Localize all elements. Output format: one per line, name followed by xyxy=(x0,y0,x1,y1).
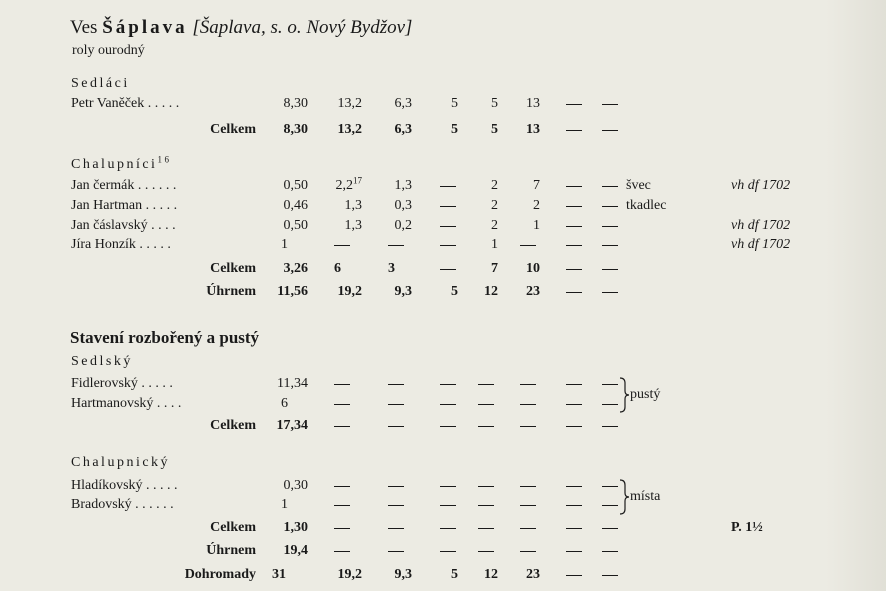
cell: 5 xyxy=(451,284,458,299)
dash xyxy=(440,404,456,405)
dash xyxy=(334,486,350,487)
dash xyxy=(566,186,582,187)
cell: 1 xyxy=(281,497,288,512)
cell: 2 xyxy=(491,178,498,193)
cell: 1 xyxy=(491,237,498,252)
cell: 31 xyxy=(272,567,286,582)
occupation: tkadlec xyxy=(626,198,667,213)
section-chalupnici: Chalupníci$^{16}$ xyxy=(71,154,172,172)
dash xyxy=(602,226,618,227)
row-name-caslavsky: Jan čáslavský . . . . xyxy=(71,218,176,233)
dash xyxy=(566,426,582,427)
dash xyxy=(478,486,494,487)
dash xyxy=(334,245,350,246)
label-uhrnem: Úhrnem xyxy=(206,284,256,299)
section-sedlaci: Sedláci xyxy=(71,76,130,91)
dash xyxy=(566,206,582,207)
dash xyxy=(566,245,582,246)
dash xyxy=(566,104,582,105)
dash xyxy=(602,130,618,131)
page-edge-shadow xyxy=(826,0,886,591)
dash xyxy=(388,505,404,506)
note: P. 1½ xyxy=(731,520,763,535)
dash xyxy=(440,245,456,246)
footnote-ref: 17 xyxy=(353,175,362,186)
dash xyxy=(334,505,350,506)
dash xyxy=(388,245,404,246)
cell: 5 xyxy=(451,567,458,582)
dash xyxy=(440,384,456,385)
dash xyxy=(388,426,404,427)
brace xyxy=(618,479,630,515)
dash xyxy=(520,426,536,427)
dash xyxy=(440,206,456,207)
dash xyxy=(602,269,618,270)
title-name: Šáplava xyxy=(102,17,188,38)
cell: 1 xyxy=(533,218,540,233)
cell: 1,3 xyxy=(344,218,362,233)
dash xyxy=(478,505,494,506)
dash xyxy=(602,104,618,105)
cell: 1,3 xyxy=(344,198,362,213)
dash xyxy=(440,426,456,427)
dash xyxy=(602,528,618,529)
dash xyxy=(388,404,404,405)
dash xyxy=(478,426,494,427)
cell: 19,4 xyxy=(283,543,308,558)
cell: 0,50 xyxy=(283,218,308,233)
dash xyxy=(334,426,350,427)
cell: 19,2 xyxy=(337,567,362,582)
row-name-cermak: Jan čermák . . . . . . xyxy=(71,178,177,193)
subtitle: roly ourodný xyxy=(72,43,145,58)
note: vh df 1702 xyxy=(731,178,791,193)
title-bracket: [Šaplava, s. o. Nový Bydžov] xyxy=(192,17,413,38)
label-celkem: Celkem xyxy=(210,122,256,137)
dash xyxy=(566,486,582,487)
cell: 19,2 xyxy=(337,284,362,299)
cell: 2 xyxy=(491,198,498,213)
dash xyxy=(602,426,618,427)
cell: 7 xyxy=(491,261,498,276)
cell: 0,3 xyxy=(394,198,412,213)
cell: 12 xyxy=(484,284,498,299)
dash xyxy=(566,130,582,131)
dash xyxy=(602,486,618,487)
label-uhrnem: Úhrnem xyxy=(206,543,256,558)
dash xyxy=(334,404,350,405)
title-prefix: Ves xyxy=(70,17,103,38)
dash xyxy=(388,384,404,385)
cell: 23 xyxy=(526,567,540,582)
cell: 13 xyxy=(526,96,540,111)
village-title xyxy=(70,18,412,37)
cell: 7 xyxy=(533,178,540,193)
dash xyxy=(520,528,536,529)
section-sedlsky: Sedlský xyxy=(71,354,133,369)
cell: 5 xyxy=(491,122,498,137)
dash xyxy=(440,186,456,187)
dash xyxy=(440,486,456,487)
dash xyxy=(566,269,582,270)
dash xyxy=(334,528,350,529)
dash xyxy=(520,486,536,487)
cell: 2 xyxy=(533,198,540,213)
cell: 13,2 xyxy=(337,96,362,111)
row-name-hladikovsky: Hladíkovský . . . . . xyxy=(71,478,178,493)
note: vh df 1702 xyxy=(731,237,791,252)
cell: 23 xyxy=(526,284,540,299)
cell: 17,34 xyxy=(276,418,308,433)
dash xyxy=(478,384,494,385)
cell: 1,30 xyxy=(283,520,308,535)
cell: 1 xyxy=(281,237,288,252)
dash xyxy=(520,404,536,405)
dash xyxy=(520,505,536,506)
dash xyxy=(602,384,618,385)
cell: 1,3 xyxy=(394,178,412,193)
dash xyxy=(478,404,494,405)
dash xyxy=(566,528,582,529)
label-pusty: pustý xyxy=(630,387,661,402)
cell: 6,3 xyxy=(394,96,412,111)
cell: 10 xyxy=(526,261,540,276)
cell: 5 xyxy=(451,122,458,137)
cell: 6 xyxy=(334,261,341,276)
row-name-hartman: Jan Hartman . . . . . xyxy=(71,198,178,213)
cell: 6 xyxy=(281,396,288,411)
cell: 5 xyxy=(491,96,498,111)
section-chalupnicky: Chalupnický xyxy=(71,455,171,470)
label-celkem: Celkem xyxy=(210,418,256,433)
row-name-hartmanovsky: Hartmanovský . . . . xyxy=(71,396,182,411)
dash xyxy=(388,486,404,487)
dash xyxy=(520,551,536,552)
row-name-bradovsky: Bradovský . . . . . . xyxy=(71,497,174,512)
dash xyxy=(602,292,618,293)
row-name-vanecek: Petr Vaněček . . . . . xyxy=(71,96,180,111)
label-celkem: Celkem xyxy=(210,261,256,276)
dash xyxy=(602,505,618,506)
dash xyxy=(440,505,456,506)
dash xyxy=(602,186,618,187)
cell: 6,3 xyxy=(394,122,412,137)
dash xyxy=(566,292,582,293)
cell: $2,2^{17}$ xyxy=(335,175,362,193)
cell: 0,46 xyxy=(283,198,308,213)
cell: 2 xyxy=(491,218,498,233)
footnote-ref: 16 xyxy=(157,154,172,165)
occupation: švec xyxy=(626,178,651,193)
cell: 0,30 xyxy=(283,478,308,493)
cell: 0,50 xyxy=(283,178,308,193)
dash xyxy=(520,384,536,385)
dash xyxy=(566,551,582,552)
dash xyxy=(566,505,582,506)
cell: 9,3 xyxy=(394,284,412,299)
dash xyxy=(478,528,494,529)
cell: 0,2 xyxy=(394,218,412,233)
cell: 9,3 xyxy=(394,567,412,582)
note: vh df 1702 xyxy=(731,218,791,233)
dash xyxy=(334,551,350,552)
row-name-honzik: Jíra Honzík . . . . . xyxy=(71,237,171,252)
dash xyxy=(388,528,404,529)
label-celkem: Celkem xyxy=(210,520,256,535)
dash xyxy=(602,551,618,552)
label-mista: místa xyxy=(630,489,661,504)
label-dohromady: Dohromady xyxy=(184,567,256,582)
dash xyxy=(602,245,618,246)
dash xyxy=(602,206,618,207)
dash xyxy=(334,384,350,385)
brace xyxy=(618,377,630,413)
cell: 12 xyxy=(484,567,498,582)
cell: 11,34 xyxy=(277,376,308,391)
cell: 3 xyxy=(388,261,395,276)
cell: 8,30 xyxy=(283,96,308,111)
dash xyxy=(440,269,456,270)
cell: 3,26 xyxy=(283,261,308,276)
dash xyxy=(602,575,618,576)
dash xyxy=(566,384,582,385)
dash xyxy=(440,551,456,552)
cell: 11,56 xyxy=(277,284,308,299)
dash xyxy=(602,404,618,405)
section-ruined-heading: Stavení rozbořený a pustý xyxy=(70,328,260,347)
dash xyxy=(566,575,582,576)
dash xyxy=(388,551,404,552)
cell: 13 xyxy=(526,122,540,137)
dash xyxy=(478,551,494,552)
dash xyxy=(566,404,582,405)
cell: 8,30 xyxy=(283,122,308,137)
dash xyxy=(440,528,456,529)
dash xyxy=(566,226,582,227)
row-name-fidlerovsky: Fidlerovský . . . . . xyxy=(71,376,173,391)
cell: 5 xyxy=(451,96,458,111)
dash xyxy=(520,245,536,246)
dash xyxy=(440,226,456,227)
cell: 13,2 xyxy=(337,122,362,137)
